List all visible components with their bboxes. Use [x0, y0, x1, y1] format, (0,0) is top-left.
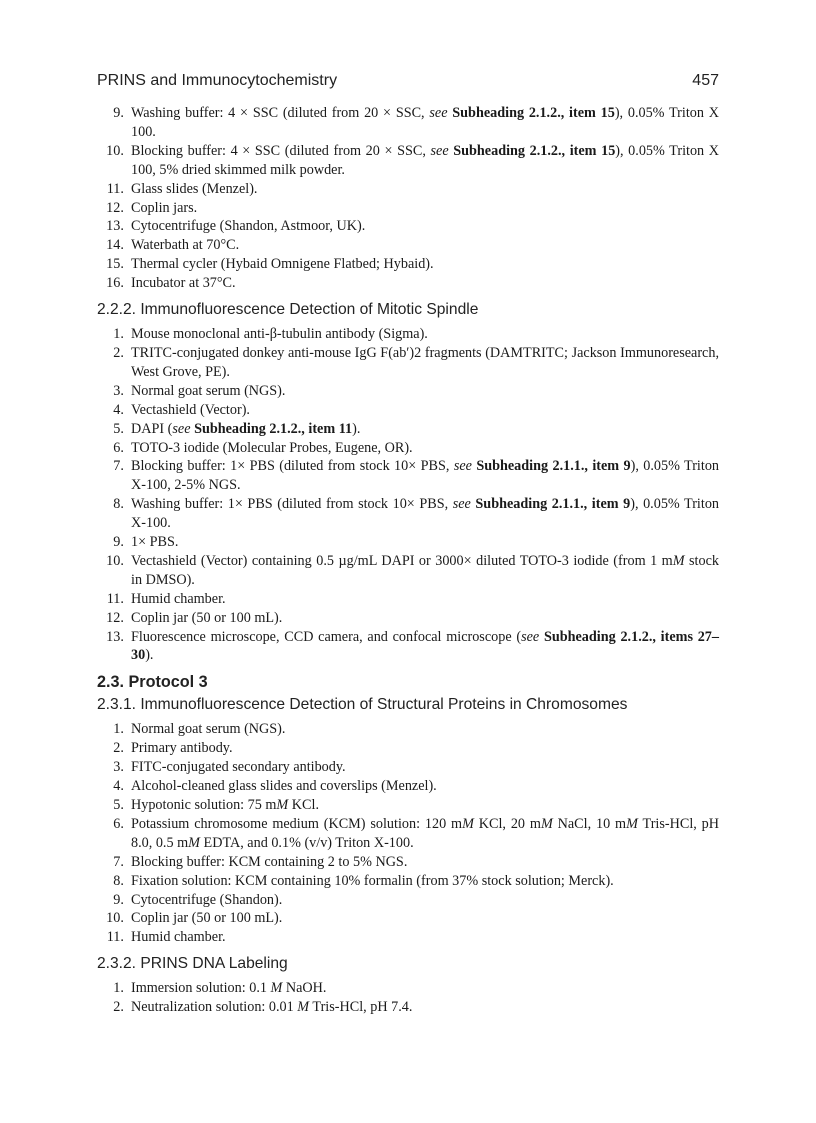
item-text: Incubator at 37°C. [131, 275, 236, 292]
item-number: 11. [106, 590, 131, 607]
list-item [97, 720, 719, 739]
item-number: 11. [106, 180, 131, 197]
list-item [97, 739, 719, 758]
item-text: TOTO-3 iodide (Molecular Probes, Eugene, OR). [131, 439, 413, 456]
section-heading-2-3: 2.3. Protocol 3 [97, 673, 208, 692]
item-text: Coplin jar (50 or 100 mL). [131, 609, 283, 626]
item-text: Neutralization solution: 0.01 M Tris-HCl, pH 7.4. [131, 999, 413, 1016]
list-item [97, 180, 719, 199]
item-number: 2. [113, 999, 131, 1016]
list-item [97, 928, 719, 947]
item-text: 1× PBS. [131, 534, 179, 551]
item-number: 1. [113, 721, 131, 738]
list-item [97, 909, 719, 928]
item-text: Immersion solution: 0.1 M NaOH. [131, 980, 327, 997]
materials-list-b [97, 325, 719, 665]
item-text: Coplin jars. [131, 199, 198, 216]
item-text: Fluorescence microscope, CCD camera, and confocal microscope (see Subheading 2.1.2., items 27–30). [131, 628, 719, 664]
item-number: 7. [113, 458, 131, 475]
list-item [97, 891, 719, 910]
list-item [97, 457, 719, 495]
item-text: Vectashield (Vector). [131, 401, 250, 418]
item-number: 13. [106, 628, 131, 645]
list-item [97, 217, 719, 236]
item-text: Thermal cycler (Hybaid Omnigene Flatbed; Hybaid). [131, 256, 434, 273]
item-text: Waterbath at 70°C. [131, 237, 240, 254]
item-number: 8. [113, 872, 131, 889]
item-number: 12. [106, 609, 131, 626]
list-item [97, 344, 719, 382]
item-text: Mouse monoclonal anti-β-tubulin antibody (Sigma). [131, 326, 428, 343]
item-number: 6. [113, 439, 131, 456]
list-item [97, 401, 719, 420]
item-number: 10. [106, 552, 131, 569]
item-number: 4. [113, 778, 131, 795]
section-heading-2-3-2: 2.3.2. PRINS DNA Labeling [97, 955, 288, 973]
materials-list-a [97, 104, 719, 293]
item-text: Hypotonic solution: 75 mM KCl. [131, 797, 319, 813]
section-heading-2-2-2: 2.2.2. Immunofluorescence Detection of Mitotic Spindle [97, 301, 479, 319]
item-number: 4. [113, 401, 131, 418]
item-number: 1. [113, 980, 131, 997]
list-item [97, 609, 719, 628]
item-number: 2. [113, 740, 131, 757]
item-text: Vectashield (Vector) containing 0.5 µg/mL DAPI or 3000× diluted TOTO-3 iodide (from 1 mM stock in DMSO). [131, 552, 719, 588]
section-heading-2-3-1: 2.3.1. Immunofluorescence Detection of Structural Proteins in Chromosomes [97, 696, 628, 714]
page-number: 457 [692, 72, 719, 89]
running-title: PRINS and Immunocytochemistry [97, 72, 338, 89]
list-item [97, 796, 719, 815]
item-number: 1. [113, 326, 131, 343]
item-text: Blocking buffer: 1× PBS (diluted from stock 10× PBS, see Subheading 2.1.1., item 9), 0.05% Triton X-100, 2-5% NGS. [131, 458, 720, 494]
item-text: Alcohol-cleaned glass slides and coverslips (Menzel). [131, 778, 437, 795]
list-item [97, 199, 719, 218]
item-text: Washing buffer: 4 × SSC (diluted from 20 × SSC, see Subheading 2.1.2., item 15), 0.05% Triton X 100. [131, 105, 719, 140]
item-text: Coplin jar (50 or 100 mL). [131, 910, 283, 927]
list-item [97, 777, 719, 796]
item-number: 5. [113, 420, 131, 437]
item-number: 6. [113, 815, 131, 832]
item-number: 10. [106, 142, 131, 159]
list-item [97, 325, 719, 344]
list-item [97, 236, 719, 255]
item-number: 2. [113, 344, 131, 361]
list-item [97, 255, 719, 274]
list-item [97, 815, 719, 853]
list-item [97, 495, 719, 533]
item-text: Cytocentrifuge (Shandon, Astmoor, UK). [131, 218, 366, 235]
item-text: Blocking buffer: 4 × SSC (diluted from 20 × SSC, see Subheading 2.1.2., item 15), 0.05% Triton X 100, 5% dried skimmed milk powder. [131, 142, 720, 178]
list-item [97, 552, 719, 590]
item-number: 16. [106, 275, 131, 292]
list-item [97, 104, 719, 142]
list-item [97, 590, 719, 609]
item-number: 11. [106, 929, 131, 946]
item-number: 3. [113, 759, 131, 776]
materials-list-c [97, 720, 719, 947]
item-text: Humid chamber. [131, 929, 226, 946]
item-number: 13. [106, 218, 131, 235]
item-number: 9. [113, 534, 131, 551]
list-item [97, 142, 719, 180]
list-item [97, 420, 719, 439]
item-text: Washing buffer: 1× PBS (diluted from stock 10× PBS, see Subheading 2.1.1., item 9), 0.05% Triton X-100. [131, 496, 720, 532]
item-number: 12. [106, 199, 131, 216]
item-text: Glass slides (Menzel). [131, 180, 258, 197]
item-number: 10. [106, 910, 131, 927]
list-item [97, 979, 719, 998]
item-text: Cytocentrifuge (Shandon). [131, 891, 283, 908]
item-number: 7. [113, 853, 131, 870]
list-item [97, 853, 719, 872]
list-item [97, 439, 719, 458]
item-text: TRITC-conjugated donkey anti-mouse IgG F(ab′)2 fragments (DAMTRITC; Jackson Immunoresearch, West Grove, PE). [131, 344, 719, 380]
item-text: Normal goat serum (NGS). [131, 721, 286, 738]
item-text: Blocking buffer: KCM containing 2 to 5% NGS. [131, 853, 408, 870]
list-item [97, 998, 719, 1017]
item-number: 9. [113, 105, 131, 121]
materials-list-d [97, 979, 719, 1017]
item-text: Normal goat serum (NGS). [131, 382, 286, 399]
list-item [97, 872, 719, 891]
page-body [97, 104, 719, 1017]
item-number: 14. [106, 237, 131, 254]
item-number: 5. [113, 797, 131, 813]
item-number: 9. [113, 891, 131, 908]
list-item [97, 628, 719, 666]
item-number: 8. [113, 496, 131, 513]
item-text: Fixation solution: KCM containing 10% formalin (from 37% stock solution; Merck). [131, 872, 614, 889]
item-number: 15. [106, 256, 131, 273]
list-item [97, 382, 719, 401]
list-item [97, 533, 719, 552]
item-text: FITC-conjugated secondary antibody. [131, 759, 346, 776]
running-header [97, 72, 719, 96]
item-text: Humid chamber. [131, 590, 226, 607]
list-item [97, 758, 719, 777]
item-text: DAPI (see Subheading 2.1.2., item 11). [131, 420, 361, 437]
item-number: 3. [113, 382, 131, 399]
list-item [97, 274, 719, 293]
item-text: Primary antibody. [131, 740, 233, 757]
item-text: Potassium chromosome medium (KCM) solution: 120 mM KCl, 20 mM NaCl, 10 mM Tris-HCl, pH 8.0, 0.5 mM EDTA, and 0.1% (v/v) Triton X-100. [131, 815, 720, 851]
